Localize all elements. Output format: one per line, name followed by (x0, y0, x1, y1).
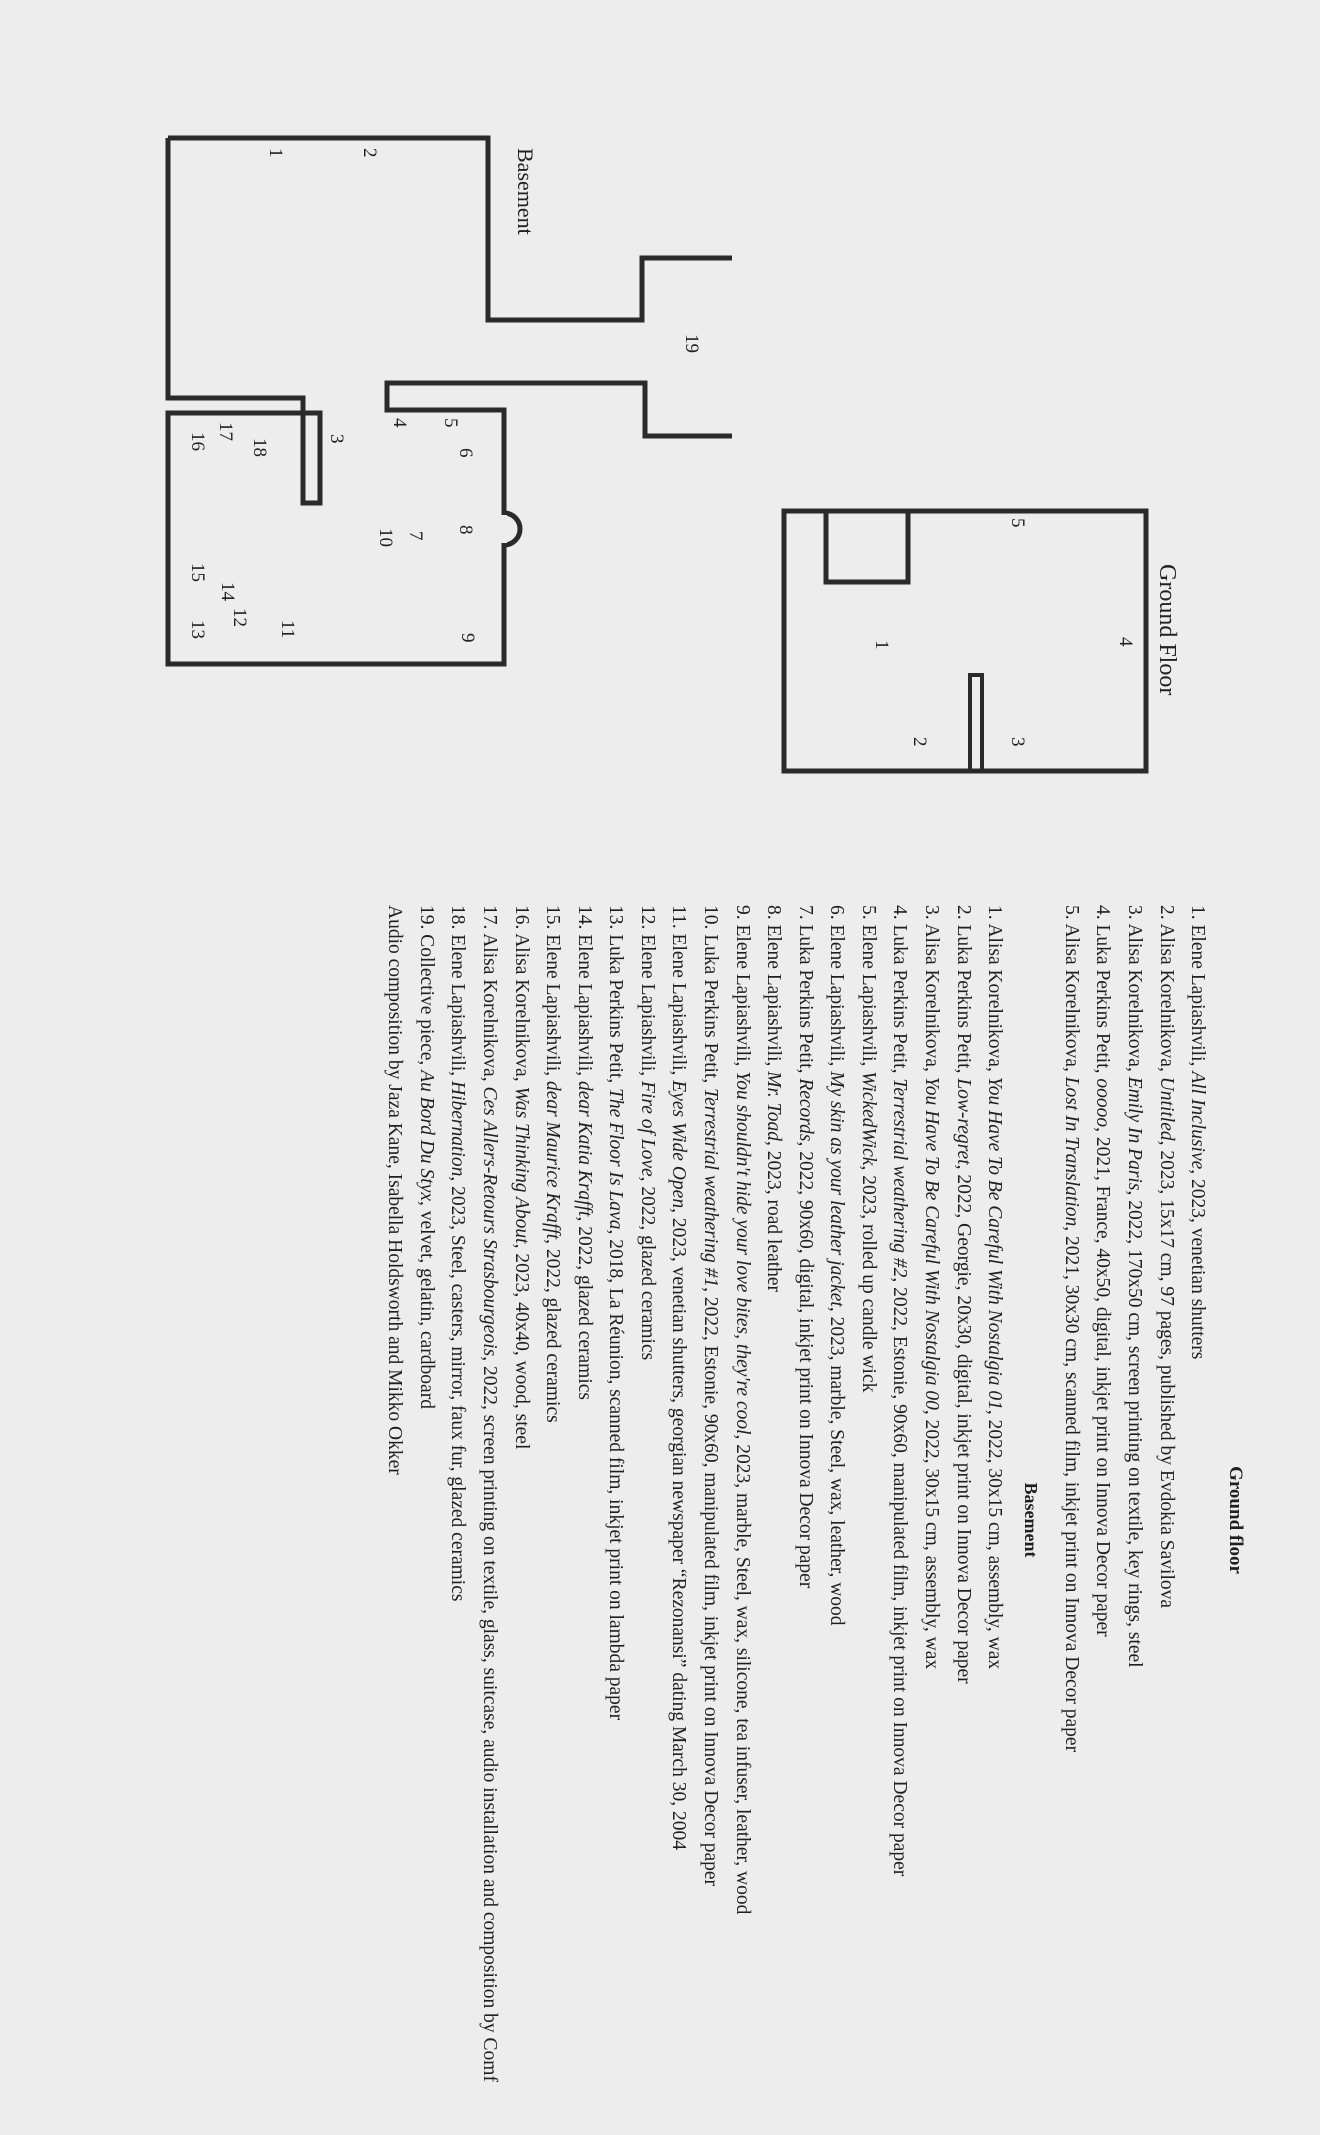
basement-entry (915, 905, 947, 2135)
basement-num-9: 9 (457, 633, 478, 643)
ground-entry (1119, 905, 1151, 2135)
entry-title: Hibernation (447, 1081, 469, 1177)
entry-rest: , 2022, screen printing on textile, glass, suitcase, audio installation and composition by Comf (478, 1356, 500, 2082)
entry-rest: , 2023, venetian shutters, georgian newspaper “Rezonansi” dating March 30, 2004 (668, 1208, 690, 1850)
basement-num-7: 7 (405, 531, 426, 541)
entry-rest: , 2022, glazed ceramics (573, 1216, 595, 1400)
ground-num-1: 1 (871, 640, 892, 650)
entry-artist: Alisa Korelnikova, (984, 923, 1006, 1077)
ground-floor-list (1055, 905, 1213, 2135)
entry-title: Terrestrial weathering #2 (889, 1078, 911, 1278)
entry-n: 7. (794, 905, 816, 925)
entry-title: Terrestrial weathering #1 (699, 1088, 721, 1288)
basement-list (410, 905, 1010, 2135)
entry-artist: Elene Lapiashvili, (668, 933, 690, 1081)
ground-floor-partition (970, 675, 982, 771)
entry-rest: , 2023, rolled up candle wick (857, 1165, 879, 1393)
entry-n: 17. (478, 905, 500, 934)
entry-n: 3. (921, 905, 943, 924)
basement-entry (852, 905, 884, 2135)
basement-num-1: 1 (265, 148, 286, 158)
entry-artist: Elene Lapiashvili, (542, 934, 564, 1081)
entry-rest: , 2022, Estonie, 90x60, manipulated film, inkjet print on Innova Decor paper (699, 1287, 721, 1887)
artwork-checklist (70, 905, 1250, 2135)
entry-n: 15. (542, 905, 564, 935)
ground-num-5: 5 (1007, 518, 1028, 528)
entry-title: My skin as your leather jacket (826, 1071, 848, 1307)
entry-artist: Elene Lapiashvili, (826, 924, 848, 1072)
ground-num-2: 2 (909, 737, 930, 747)
entry-artist: Elene Lapiashvili, (763, 924, 785, 1072)
entry-n: 4. (1092, 905, 1114, 925)
ground-entry (1087, 905, 1119, 2135)
basement-entry (631, 905, 663, 2135)
entry-n: 2. (1155, 905, 1177, 924)
basement-entry (758, 905, 790, 2135)
basement-title: Basement (513, 148, 538, 235)
basement-num-19: 19 (681, 334, 702, 353)
entry-n: 11. (668, 905, 690, 934)
entry-title: Fire of Love (636, 1081, 658, 1177)
basement-num-14: 14 (217, 582, 238, 601)
entry-n: 10. (699, 905, 721, 935)
entry-artist: Elene Lapiashvili, (1187, 924, 1209, 1072)
entry-title: dear Katia Krafft (573, 1081, 595, 1217)
basement-entry (410, 905, 442, 2135)
basement-num-8: 8 (455, 525, 476, 535)
basement-entry (726, 905, 758, 2135)
entry-rest: , 2022, 90x60, digital, inkjet print on Innova Decor paper (794, 1141, 816, 1589)
ground-entry (1055, 905, 1087, 2135)
basement-num-11: 11 (277, 620, 298, 639)
ground-floor-inner-room (826, 511, 908, 582)
entry-n: 5. (857, 905, 879, 925)
basement-entry (694, 905, 726, 2135)
entry-title: ooooo (1092, 1078, 1114, 1128)
entry-artist: Elene Lapiashvili, (447, 934, 469, 1081)
entry-artist: Luka Perkins Petit, (889, 924, 911, 1079)
entry-title: Ces Allers-Retours Strasbourgeois (478, 1086, 500, 1357)
entry-rest: , 2023, 15x17 cm, 97 pages, published by Evdokia Savilova (1155, 1140, 1177, 1609)
basement-entry (947, 905, 979, 2135)
entry-artist: Luka Perkins Petit, (794, 924, 816, 1079)
entry-artist: Luka Perkins Petit, (605, 934, 627, 1089)
entry-rest: , velvet, gelatin, cardboard (415, 1201, 437, 1409)
entry-artist: Luka Perkins Petit, (1092, 924, 1114, 1079)
basement-entry (663, 905, 695, 2135)
entry-artist: Alisa Korelnikova, (510, 933, 532, 1087)
entry-n: 14. (573, 905, 595, 935)
basement-entry (473, 905, 505, 2135)
entry-rest: , 2023, venetian shutters (1187, 1169, 1209, 1360)
entry-rest: , 2021, France, 40x50, digital, inkjet print on Innova Decor paper (1092, 1127, 1114, 1637)
entry-title: All Inclusive (1187, 1071, 1209, 1170)
entry-title: Lost In Translation (1060, 1076, 1082, 1227)
entry-title: dear Maurice Krafft (542, 1081, 564, 1240)
basement-num-5: 5 (440, 418, 461, 428)
entry-rest: , 2023, Steel, casters, mirror, faux fur, glazed ceramics (447, 1176, 469, 1602)
entry-rest: , 2023, marble, Steel, wax, silicone, tea infuser, leather, wood (731, 1434, 753, 1915)
basement-entry (884, 905, 916, 2135)
entry-title: Was Thinking About (510, 1086, 532, 1244)
ground-floor-title: Ground Floor (1154, 564, 1180, 696)
entry-n: 1. (1187, 905, 1209, 925)
basement-num-18: 18 (249, 438, 270, 457)
ground-num-3: 3 (1007, 737, 1028, 747)
entry-rest: , 2023, marble, Steel, wax, leather, wood (826, 1306, 848, 1626)
entry-rest: , 2021, 30x30 cm, scanned film, inkjet print on Innova Decor paper (1060, 1226, 1082, 1753)
entry-artist: Elene Lapiashvili, (573, 934, 595, 1081)
basement-wall-corridor-lower (168, 138, 732, 664)
entry-title: Au Bord Du Styx (415, 1070, 437, 1202)
entry-n: 1. (984, 905, 1006, 924)
entry-rest: , 2023, 40x40, wood, steel (510, 1243, 532, 1450)
entry-n: 13. (605, 905, 627, 935)
entry-artist: Elene Lapiashvili, (731, 924, 753, 1072)
entry-n: 3. (1124, 905, 1146, 924)
entry-title: Low-regret (952, 1078, 974, 1165)
entry-n: 19. (415, 905, 437, 935)
entry-n: 9. (731, 905, 753, 925)
entry-n: 4. (889, 905, 911, 925)
entry-n: 16. (510, 905, 532, 934)
ground-floor-heading: Ground floor (1225, 1466, 1246, 1574)
entry-rest: , 2022, glazed ceramics (636, 1176, 658, 1361)
entry-artist: Alisa Korelnikova, (478, 933, 500, 1087)
basement-entry (537, 905, 569, 2135)
entry-artist: Alisa Korelnikova, (1060, 923, 1082, 1077)
entry-rest: , 2022, 30x15 cm, assembly, wax (921, 1409, 943, 1670)
entry-artist: Collective piece, (415, 934, 437, 1071)
basement-num-3: 3 (326, 434, 347, 444)
basement-entry (442, 905, 474, 2135)
basement-entry (789, 905, 821, 2135)
floor-plans (0, 0, 1320, 940)
basement-entry (979, 905, 1011, 2135)
entry-title: You Have To Be Careful With Nostalgia 01 (984, 1076, 1006, 1410)
entry-artist: Alisa Korelnikova, (1155, 923, 1177, 1077)
entry-rest: , 2022, Estonie, 90x60, manipulated film, inkjet print on Innova Decor paper (889, 1277, 911, 1877)
audio-credit: Audio composition by Jaza Kane, Isabella Holdsworth and Mikko Okker (384, 905, 406, 1475)
entry-rest: , 2023, road leather (763, 1140, 785, 1293)
entry-artist: Alisa Korelnikova, (1124, 923, 1146, 1077)
entry-title: You shouldn't hide your love bites, they're cool (731, 1071, 753, 1435)
entry-rest: , 2022, Georgie, 20x30, digital, inkjet print on Innova Decor paper (952, 1164, 974, 1684)
entry-rest: , 2018, La Réunion, scanned film, inkjet print on lambda paper (605, 1229, 627, 1721)
entry-rest: , 2022, 170x50 cm, screen printing on textile, key rings, steel (1124, 1190, 1146, 1668)
entry-title: Eyes Wide Open (668, 1080, 690, 1209)
entry-rest: , 2022, 30x15 cm, assembly, wax (984, 1409, 1006, 1670)
entry-title: Records (794, 1078, 816, 1142)
entry-artist: Alisa Korelnikova, (921, 923, 943, 1077)
basement-num-17: 17 (215, 422, 236, 441)
basement-num-13: 13 (187, 620, 208, 639)
basement-num-15: 15 (187, 563, 208, 582)
entry-n: 6. (826, 905, 848, 925)
ground-num-4: 4 (1115, 637, 1136, 647)
basement-num-4: 4 (389, 418, 410, 428)
entry-title: The Floor Is Lava (605, 1088, 627, 1230)
basement-num-12: 12 (229, 608, 250, 627)
basement-num-2: 2 (359, 148, 380, 158)
entry-n: 18. (447, 905, 469, 935)
basement-entry (821, 905, 853, 2135)
entry-title: WickedWick (857, 1071, 879, 1166)
ground-floor-outline (784, 511, 1146, 771)
basement-num-16: 16 (187, 432, 208, 451)
ground-entry (1182, 905, 1214, 2135)
ground-entry (1150, 905, 1182, 2135)
entry-title: Untitled (1155, 1076, 1177, 1141)
basement-entry (600, 905, 632, 2135)
basement-heading: Basement (1021, 1482, 1042, 1558)
basement-entry (568, 905, 600, 2135)
basement-entry (505, 905, 537, 2135)
entry-n: 2. (952, 905, 974, 925)
basement-numbers (187, 148, 702, 643)
entry-artist: Elene Lapiashvili, (857, 924, 879, 1072)
basement-wall-upper (168, 138, 732, 320)
basement-num-10: 10 (375, 528, 396, 547)
entry-artist: Elene Lapiashvili, (636, 934, 658, 1081)
entry-artist: Luka Perkins Petit, (952, 924, 974, 1079)
entry-title: Emily In Paris (1124, 1076, 1146, 1191)
basement-num-6: 6 (455, 448, 476, 458)
ground-floor-numbers (871, 518, 1136, 747)
entry-n: 5. (1060, 905, 1082, 924)
entry-title: You Have To Be Careful With Nostalgia 00 (921, 1076, 943, 1410)
entry-title: Mr. Toad (763, 1071, 785, 1141)
entry-artist: Luka Perkins Petit, (699, 934, 721, 1089)
entry-n: 8. (763, 905, 785, 925)
entry-rest: , 2022, glazed ceramics (542, 1239, 564, 1423)
entry-n: 12. (636, 905, 658, 935)
